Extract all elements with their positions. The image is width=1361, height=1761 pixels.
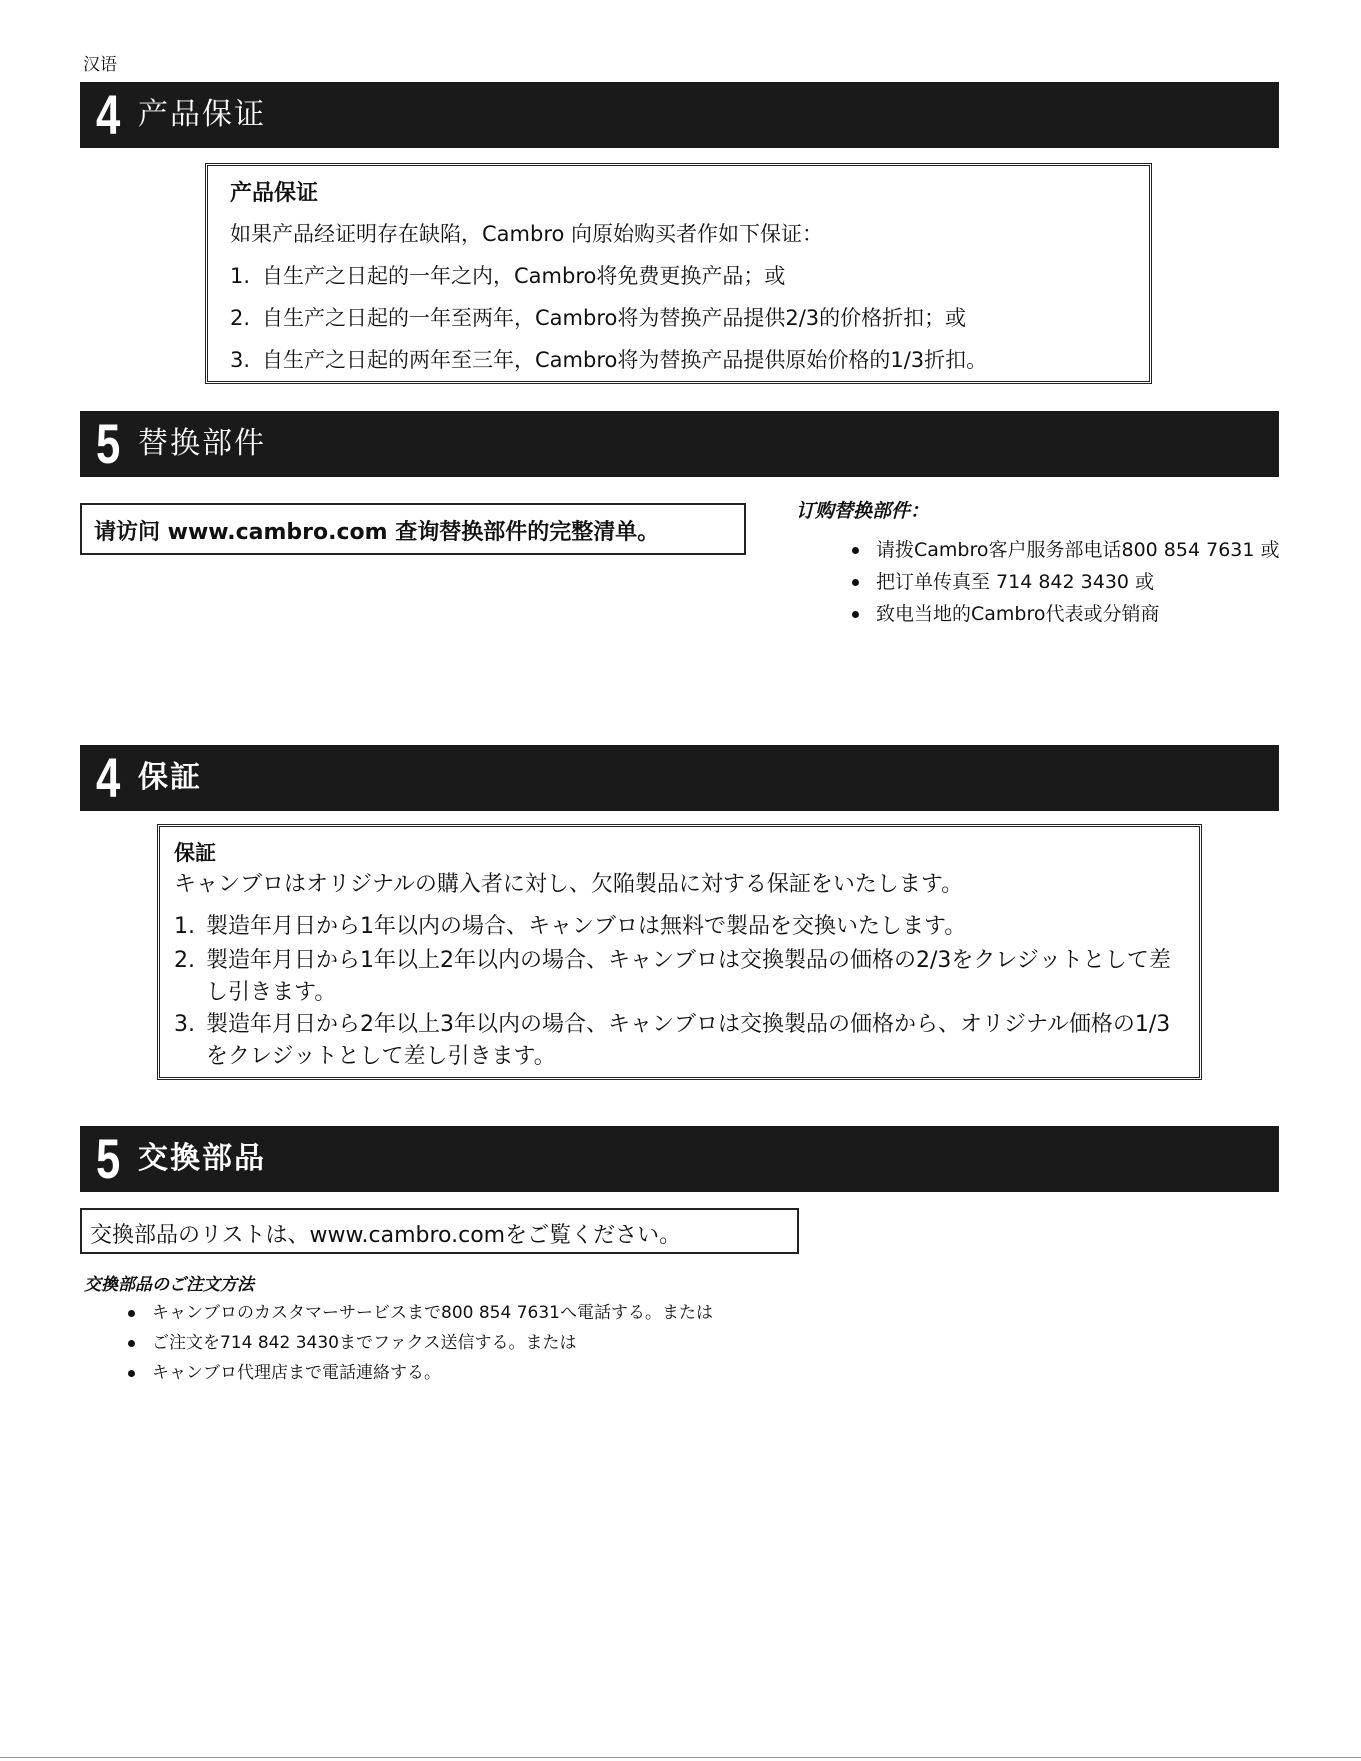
item-text: 自生产之日起的一年至两年，Cambro将为替换产品提供2/3的价格折扣；或: [262, 306, 967, 330]
item-text: 製造年月日から2年以上3年以内の場合、キャンブロは交換製品の価格から、オリジナル価格の1/3をクレジットとして差し引きます。: [206, 1012, 1171, 1069]
section-number: 5: [96, 1127, 121, 1190]
section-title: 产品保证: [138, 97, 266, 132]
page-bottom-rule: [0, 1757, 1361, 1758]
item-number: 2.: [174, 948, 195, 973]
warranty-box-cn: [205, 163, 1152, 384]
order-parts-heading-jp: 交換部品のご注文方法: [84, 1275, 254, 1295]
section-number: 4: [96, 746, 121, 809]
item-text: 自生产之日起的两年至三年，Cambro将为替换产品提供原始价格的1/3折扣。: [262, 348, 988, 372]
section-title: 保証: [138, 760, 202, 795]
warranty-item: [230, 302, 966, 332]
item-number: 1.: [174, 914, 195, 939]
section-header-warranty-jp: [80, 745, 1279, 811]
item-text: 製造年月日から1年以上2年以内の場合、キャンブロは交換製品の価格の2/3をクレジットとして差し引きます。: [206, 948, 1171, 1005]
section-header-parts-cn: [80, 411, 1279, 477]
section-header-parts-jp: [80, 1126, 1279, 1192]
warranty-heading: 产品保证: [230, 181, 319, 206]
item-number: 2.: [230, 306, 251, 330]
warranty-intro: 如果产品经证明存在缺陷，Cambro 向原始购买者作如下保证：: [230, 222, 824, 246]
warranty-item: [230, 344, 987, 374]
item-text: 製造年月日から1年以内の場合、キャンブロは無料で製品を交換いたします。: [206, 914, 967, 939]
warranty-item: [230, 260, 785, 290]
section-number: 4: [96, 83, 121, 146]
warranty-item: [174, 1009, 1184, 1073]
warranty-heading: 保証: [174, 841, 216, 865]
warranty-box-jp: [157, 824, 1202, 1080]
visit-website-note-cn: 请访问 www.cambro.com 查询替换部件的完整清单。: [80, 503, 746, 555]
list-item: キャンブロのカスタマーサービスまで800 854 7631へ電話する。または: [126, 1301, 713, 1331]
warranty-item: [174, 911, 1184, 943]
order-methods-list-cn: [850, 537, 1280, 633]
section-title: 替换部件: [138, 426, 266, 461]
list-item: 把订单传真至 714 842 3430 或: [850, 569, 1280, 601]
order-parts-heading-cn: 订购替换部件：: [796, 500, 930, 522]
order-methods-list-jp: [126, 1301, 713, 1391]
item-number: 3.: [230, 348, 251, 372]
list-item: 请拨Cambro客户服务部电话800 854 7631 或: [850, 537, 1280, 569]
section-header-warranty-cn: [80, 82, 1279, 148]
section-title: 交換部品: [138, 1141, 266, 1176]
language-label: 汉语: [83, 55, 117, 75]
warranty-intro: キャンブロはオリジナルの購入者に対し、欠陥製品に対する保証をいたします。: [174, 872, 964, 897]
section-number: 5: [96, 412, 121, 475]
item-number: 1.: [230, 264, 251, 288]
list-item: ご注文を714 842 3430までファクス送信する。または: [126, 1331, 713, 1361]
item-number: 3.: [174, 1012, 195, 1037]
list-item: 致电当地的Cambro代表或分销商: [850, 601, 1280, 633]
item-text: 自生产之日起的一年之内，Cambro将免费更换产品；或: [262, 264, 786, 288]
warranty-item: [174, 945, 1184, 1009]
visit-website-note-jp: 交換部品のリストは、www.cambro.comをご覧ください。: [80, 1208, 799, 1254]
list-item: キャンブロ代理店まで電話連絡する。: [126, 1361, 713, 1391]
